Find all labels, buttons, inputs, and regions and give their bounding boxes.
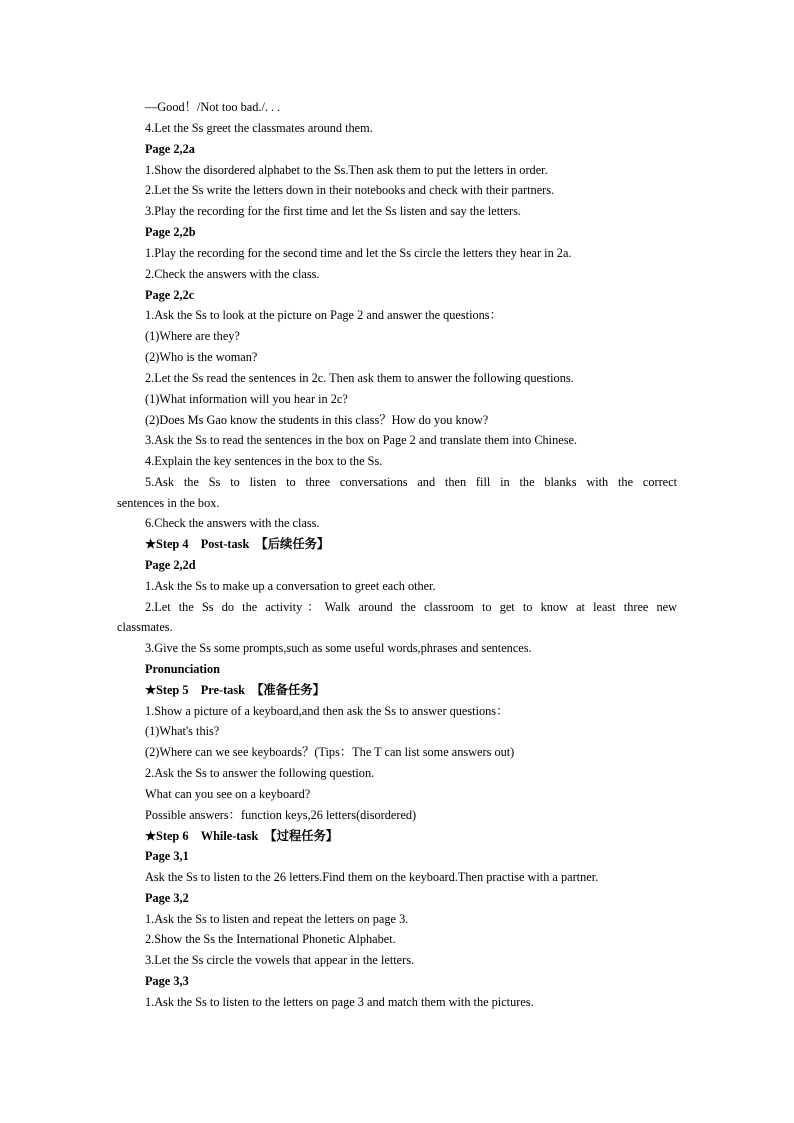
dialogue-line: —Good！/Not too bad./. . . <box>145 100 281 114</box>
section-heading: Page 2,2c <box>145 288 195 302</box>
step-line: 6.Check the answers with the class. <box>145 516 320 530</box>
step-line: 2.Let the Ss write the letters down in their notebooks and check with their partners. <box>145 183 555 197</box>
question-line: (1)Where are they? <box>145 329 240 343</box>
step-line: 1.Ask the Ss to listen and repeat the letters on page 3. <box>145 912 409 926</box>
section-heading: Page 2,2a <box>145 142 195 156</box>
section-heading: Page 2,2b <box>145 225 196 239</box>
step-line: 2.Ask the Ss to answer the following question. <box>145 766 375 780</box>
question-line: (2)Does Ms Gao know the students in this class？How do you know? <box>145 413 489 427</box>
step-line: 5.Ask the Ss to listen to three conversations and then fill in the blanks with the correct <box>145 475 677 489</box>
step-line: 1.Ask the Ss to make up a conversation to greet each other. <box>145 579 436 593</box>
step-line: 1.Ask the Ss to look at the picture on Page 2 and answer the questions： <box>145 308 502 322</box>
step-heading: ★Step 6 While-task 【过程任务】 <box>145 829 339 843</box>
step-line: 3.Let the Ss circle the vowels that appear in the letters. <box>145 953 415 967</box>
step-line: 1.Show the disordered alphabet to the Ss.Then ask them to put the letters in order. <box>145 163 548 177</box>
step-line: 2.Let the Ss read the sentences in 2c. Then ask them to answer the following questions. <box>145 371 574 385</box>
step-line: 1.Ask the Ss to listen to the letters on page 3 and match them with the pictures. <box>145 995 534 1009</box>
step-line: 4.Let the Ss greet the classmates around them. <box>145 121 373 135</box>
answer-line: Possible answers：function keys,26 letters(disordered) <box>145 808 417 822</box>
step-line: 1.Play the recording for the second time and let the Ss circle the letters they hear in 2a. <box>145 246 572 260</box>
section-heading: Pronunciation <box>145 662 220 676</box>
step-line: 2.Show the Ss the International Phonetic Alphabet. <box>145 932 396 946</box>
step-line: 2.Let the Ss do the activity：Walk around the classroom to get to know at least three new <box>145 600 677 614</box>
step-line: 3.Play the recording for the first time and let the Ss listen and say the letters. <box>145 204 521 218</box>
section-heading: Page 3,3 <box>145 974 189 988</box>
step-line: 3.Give the Ss some prompts,such as some useful words,phrases and sentences. <box>145 641 532 655</box>
section-heading: Page 2,2d <box>145 558 196 572</box>
step-line: 4.Explain the key sentences in the box to the Ss. <box>145 454 383 468</box>
step-line: 3.Ask the Ss to read the sentences in the box on Page 2 and translate them into Chinese. <box>145 433 578 447</box>
step-heading: ★Step 5 Pre-task 【准备任务】 <box>145 683 325 697</box>
step-line: 1.Show a picture of a keyboard,and then ask the Ss to answer questions： <box>145 704 509 718</box>
question-line: (2)Who is the woman? <box>145 350 258 364</box>
step-line: Ask the Ss to listen to the 26 letters.Find them on the keyboard.Then practise with a partner. <box>145 870 599 884</box>
step-line-continued: sentences in the box. <box>117 496 220 510</box>
section-heading: Page 3,1 <box>145 849 189 863</box>
question-line: (1)What information will you hear in 2c? <box>145 392 348 406</box>
question-line: What can you see on a keyboard? <box>145 787 311 801</box>
question-line: (1)What's this? <box>145 724 220 738</box>
step-line: 2.Check the answers with the class. <box>145 267 320 281</box>
question-line: (2)Where can we see keyboards？(Tips：The T can list some answers out) <box>145 745 515 759</box>
section-heading: Page 3,2 <box>145 891 189 905</box>
step-heading: ★Step 4 Post-task 【后续任务】 <box>145 537 330 551</box>
step-line-continued: classmates. <box>117 620 173 634</box>
